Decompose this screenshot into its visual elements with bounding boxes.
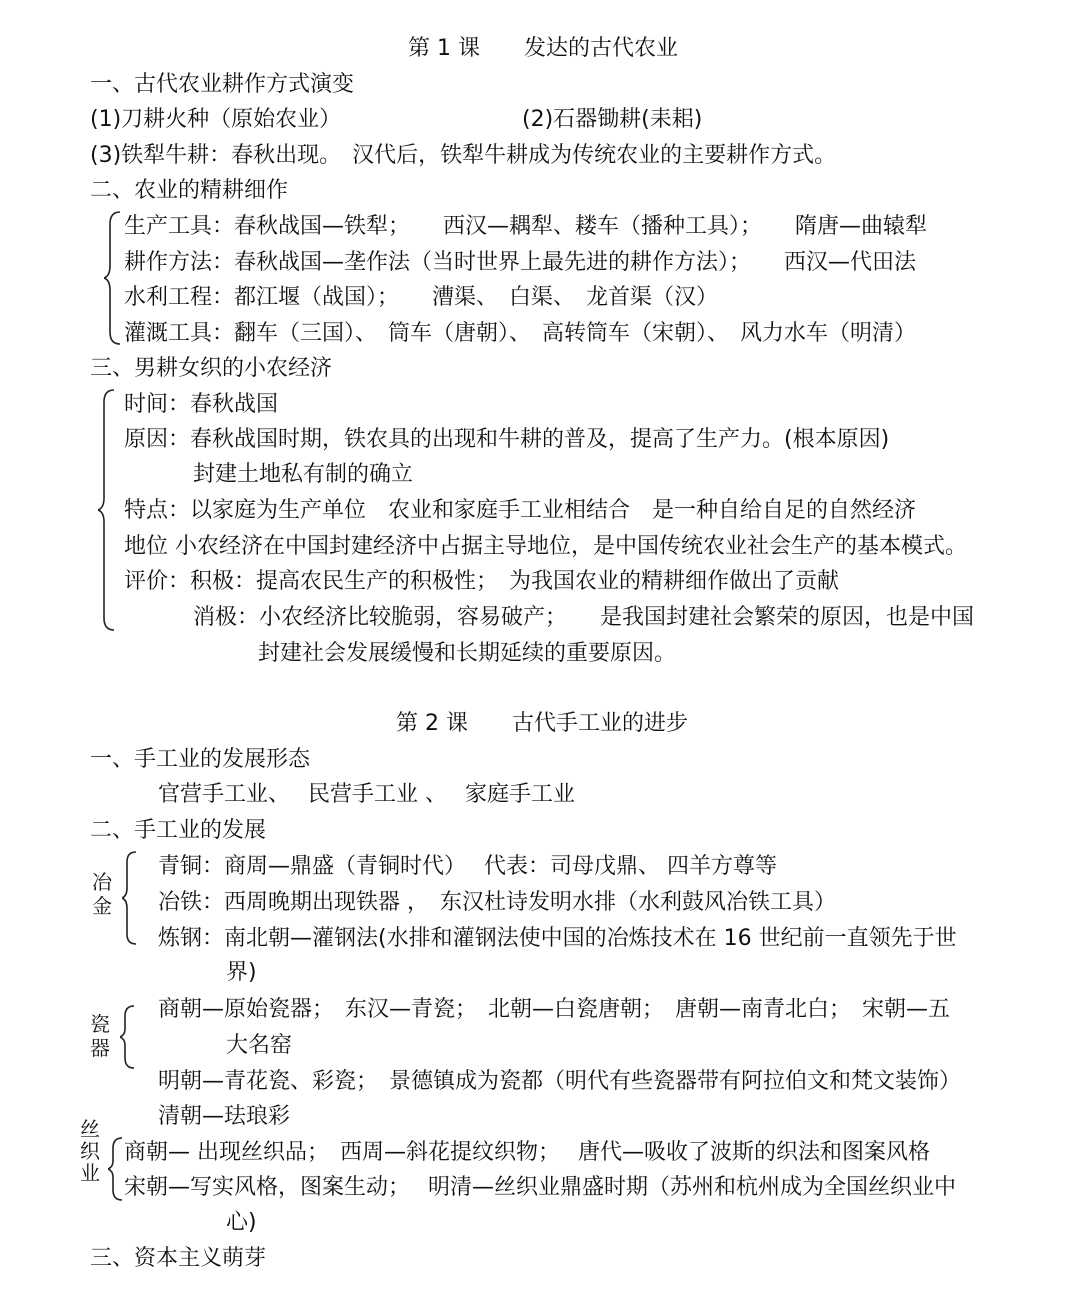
lesson1-section2-heading: 二、农业的精耕细作 bbox=[90, 178, 289, 203]
smallfarm-eval-negative-2: 封建社会发展缓慢和长期延续的重要原因。 bbox=[258, 641, 677, 666]
handicraft-forms: 官营手工业、 民营手工业 、 家庭手工业 bbox=[158, 782, 575, 807]
smallfarm-reason-2: 封建土地私有制的确立 bbox=[193, 462, 414, 487]
ceramic-line-2: 明朝—青花瓷、彩瓷； 景德镇成为瓷都（明代有些瓷器带有阿拉伯文和梵文装饰） bbox=[158, 1069, 962, 1094]
production-tools-line: 生产工具：春秋战国—铁犁； 西汉—耦犁、耧车（播种工具）； 隋唐—曲辕犁 bbox=[124, 214, 928, 239]
water-projects-line: 水利工程：都江堰（战国）； 漕渠、 白渠、 龙首渠（汉） bbox=[124, 285, 719, 310]
ceramic-line-1b: 大名窑 bbox=[226, 1033, 293, 1058]
metallurgy-label: 冶金 bbox=[92, 870, 112, 918]
cultivation-methods-line: 耕作方法：春秋战国—垄作法（当时世界上最先进的耕作方法）； 西汉—代田法 bbox=[124, 250, 917, 275]
farming-method-2: (2)石器锄耕(耒耜) bbox=[522, 107, 703, 132]
smallfarm-reason: 原因：春秋战国时期，铁农具的出现和牛耕的普及，提高了生产力。(根本原因) bbox=[124, 427, 890, 452]
lesson1-section1-heading: 一、古代农业耕作方式演变 bbox=[90, 72, 355, 97]
section3-brace bbox=[98, 388, 118, 632]
lesson2-section3-heading: 三、资本主义萌芽 bbox=[90, 1246, 267, 1271]
metal-iron: 冶铁：西周晚期出现铁器 ， 东汉杜诗发明水排（水利鼓风冶铁工具） bbox=[158, 890, 836, 915]
silk-line-1: 商朝— 出现丝织品； 西周—斜花提纹织物； 唐代—吸收了波斯的织法和图案风格 bbox=[124, 1140, 930, 1165]
lesson2-section1-heading: 一、手工业的发展形态 bbox=[90, 747, 311, 772]
smallfarm-eval-positive: 评价：积极：提高农民生产的积极性； 为我国农业的精耕细作做出了贡献 bbox=[124, 569, 840, 594]
metallurgy-brace bbox=[122, 850, 140, 946]
metal-steel: 炼钢：南北朝—灌钢法(水排和灌钢法使中国的冶炼技术在 16 世纪前一直领先于世 bbox=[158, 926, 957, 951]
irrigation-tools-line: 灌溉工具：翻车（三国）、 筒车（唐朝）、 高转筒车（宋朝）、 风力水车（明清） bbox=[124, 321, 917, 346]
farming-method-1: (1)刀耕火种（原始农业） bbox=[90, 107, 342, 132]
metal-steel-2: 界) bbox=[226, 960, 257, 985]
lesson1-section3-heading: 三、男耕女织的小农经济 bbox=[90, 356, 333, 381]
smallfarm-eval-negative: 消极：小农经济比较脆弱，容易破产； 是我国封建社会繁荣的原因，也是中国 bbox=[193, 605, 975, 630]
lesson1-title: 第 1 课 发达的古代农业 bbox=[408, 36, 678, 61]
silk-label: 丝织业 bbox=[80, 1117, 100, 1185]
ceramic-line-3: 清朝—珐琅彩 bbox=[158, 1104, 291, 1129]
lesson2-section2-heading: 二、手工业的发展 bbox=[90, 818, 267, 843]
section2-brace bbox=[104, 210, 124, 346]
lesson2-title: 第 2 课 古代手工业的进步 bbox=[396, 711, 688, 736]
smallfarm-feature: 特点：以家庭为生产单位 农业和家庭手工业相结合 是一种自给自足的自然经济 bbox=[124, 498, 917, 523]
ceramics-label: 瓷器 bbox=[90, 1012, 110, 1060]
smallfarm-status: 地位 小农经济在中国封建经济中占据主导地位，是中国传统农业社会生产的基本模式。 bbox=[124, 534, 967, 559]
smallfarm-time: 时间：春秋战国 bbox=[124, 392, 279, 417]
ceramics-brace bbox=[120, 1004, 138, 1070]
silk-line-2b: 心) bbox=[226, 1210, 257, 1235]
ceramic-line-1: 商朝—原始瓷器； 东汉—青瓷； 北朝—白瓷唐朝； 唐朝—南青北白； 宋朝—五 bbox=[158, 997, 951, 1022]
silk-line-2: 宋朝—写实风格，图案生动； 明清—丝织业鼎盛时期（苏州和杭州成为全国丝织业中 bbox=[124, 1175, 956, 1200]
metal-bronze: 青铜：商周—鼎盛（青铜时代） 代表：司母戊鼎、 四羊方尊等 bbox=[158, 854, 777, 879]
farming-method-3: (3)铁犁牛耕：春秋出现。 汉代后，铁犁牛耕成为传统农业的主要耕作方式。 bbox=[90, 143, 837, 168]
